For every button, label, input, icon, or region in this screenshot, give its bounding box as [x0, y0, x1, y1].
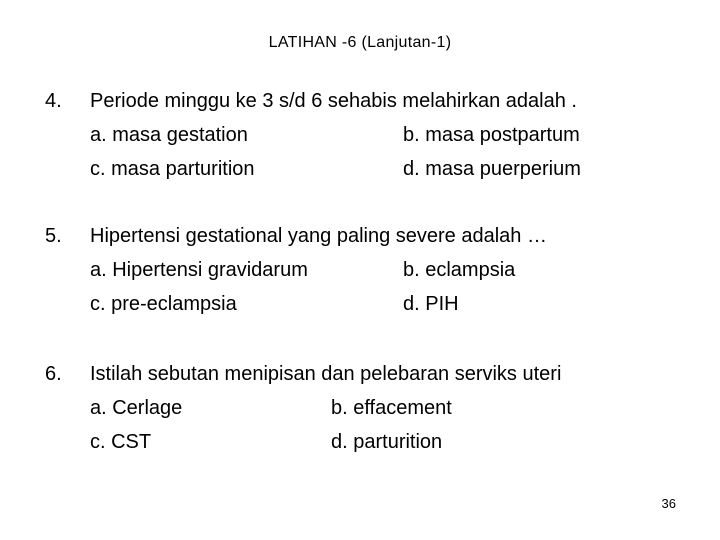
question-number: 4. — [45, 90, 62, 112]
slide-title: LATIHAN -6 (Lanjutan-1) — [268, 34, 452, 51]
option-c: c. masa parturition — [90, 158, 255, 180]
option-b: b. eclampsia — [403, 259, 516, 281]
option-c: c. CST — [90, 431, 152, 453]
option-b: b. masa postpartum — [403, 124, 580, 146]
option-a: a. masa gestation — [90, 124, 248, 146]
question-text: Istilah sebutan menipisan dan pelebaran serviks uteri — [90, 363, 562, 385]
question-number: 5. — [45, 225, 62, 247]
question-text: Hipertensi gestational yang paling severe adalah … — [90, 225, 547, 247]
option-b: b. effacement — [331, 397, 452, 419]
question-number: 6. — [45, 363, 62, 385]
option-c: c. pre-eclampsia — [90, 293, 237, 315]
option-d: d. masa puerperium — [403, 158, 581, 180]
option-a: a. Cerlage — [90, 397, 183, 419]
option-d: d. parturition — [331, 431, 443, 453]
option-d: d. PIH — [403, 293, 459, 315]
option-a: a. Hipertensi gravidarum — [90, 259, 308, 281]
question-text: Periode minggu ke 3 s/d 6 sehabis melahirkan adalah . — [90, 90, 577, 112]
page-number: 36 — [661, 496, 676, 511]
